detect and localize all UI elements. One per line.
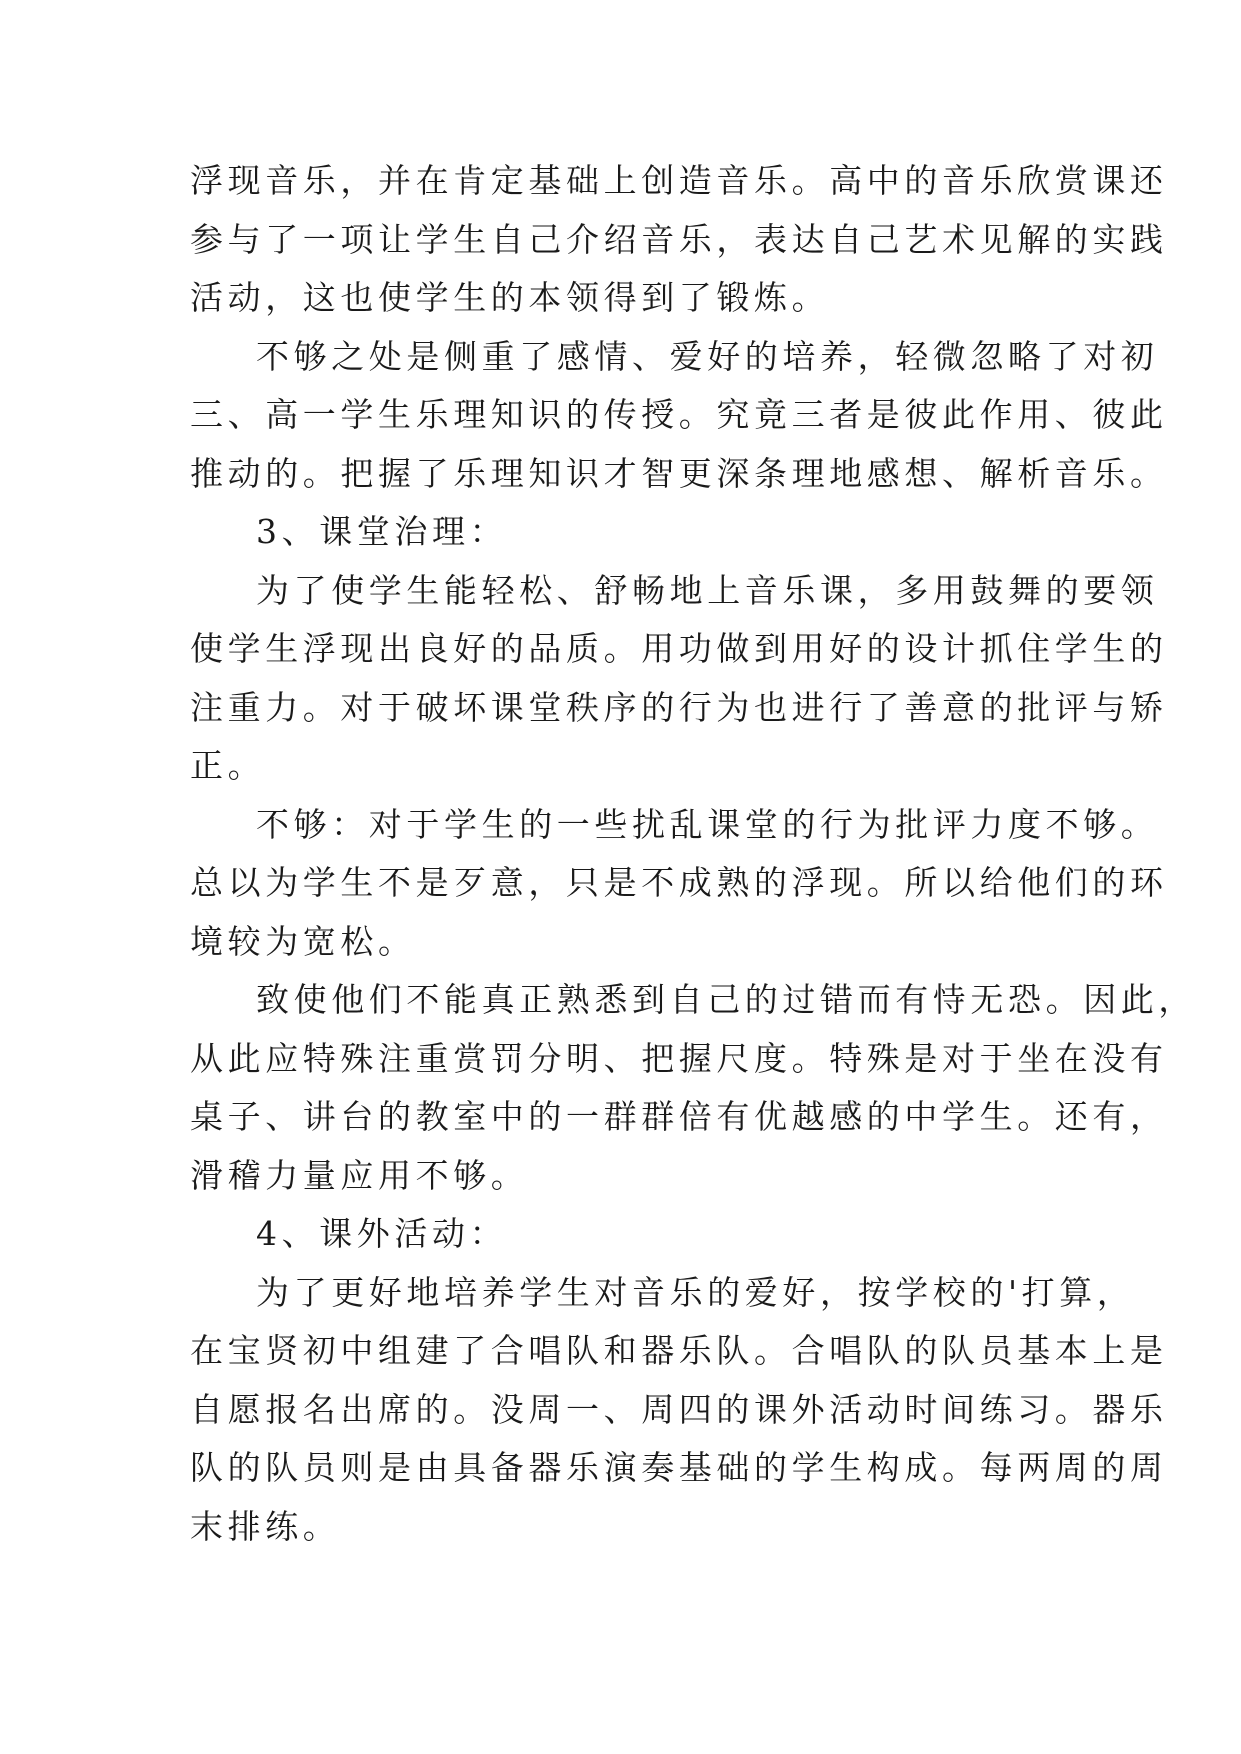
text-line: 滑稽力量应用不够。 <box>190 1155 529 1195</box>
text-line: 为了使学生能轻松、舒畅地上音乐课，多用鼓舞的要领 <box>256 570 1159 610</box>
text-line: 浮现音乐，并在肯定基础上创造音乐。高中的音乐欣赏课还 <box>190 161 1168 200</box>
text-line: 不够：对于学生的一些扰乱课堂的行为批评力度不够。 <box>256 804 1159 844</box>
text-line: 推动的。把握了乐理知识才智更深条理地感想、解析音乐。 <box>190 453 1168 493</box>
text-line: 从此应特殊注重赏罚分明、把握尺度。特殊是对于坐在没有 <box>190 1038 1168 1078</box>
text-line: 致使他们不能真正熟悉到自己的过错而有恃无恐。因此， <box>256 980 1196 1019</box>
text-line: 4、课外活动： <box>256 1214 508 1253</box>
text-line: 队的队员则是由具备器乐演奏基础的学生构成。每两周的周 <box>190 1448 1168 1487</box>
text-line: 参与了一项让学生自己介绍音乐，表达自己艺术见解的实践 <box>190 219 1168 259</box>
text-line: 正。 <box>190 746 266 785</box>
text-line: 活动，这也使学生的本领得到了锻炼。 <box>190 278 830 317</box>
text-line: 自愿报名出席的。没周一、周四的课外活动时间练习。器乐 <box>190 1389 1168 1429</box>
text-line: 3、课堂治理： <box>256 512 508 551</box>
text-line: 三、高一学生乐理知识的传授。究竟三者是彼此作用、彼此 <box>190 395 1168 434</box>
text-line: 为了更好地培养学生对音乐的爱好，按学校的'打算， <box>256 1272 1135 1312</box>
text-line: 末排练。 <box>190 1506 341 1546</box>
text-line: 在宝贤初中组建了合唱队和器乐队。合唱队的队员基本上是 <box>190 1331 1168 1370</box>
text-line: 总以为学生不是歹意，只是不成熟的浮现。所以给他们的环 <box>190 863 1168 902</box>
document-body <box>190 152 1196 1556</box>
text-line: 不够之处是侧重了感情、爱好的培养，轻微忽略了对初 <box>256 336 1159 376</box>
text-line: 使学生浮现出良好的品质。用功做到用好的设计抓住学生的 <box>190 629 1168 668</box>
text-line: 桌子、讲台的教室中的一群群倍有优越感的中学生。还有， <box>190 1097 1168 1136</box>
text-line: 境较为宽松。 <box>190 921 416 961</box>
text-line: 注重力。对于破坏课堂秩序的行为也进行了善意的批评与矫 <box>190 687 1168 727</box>
